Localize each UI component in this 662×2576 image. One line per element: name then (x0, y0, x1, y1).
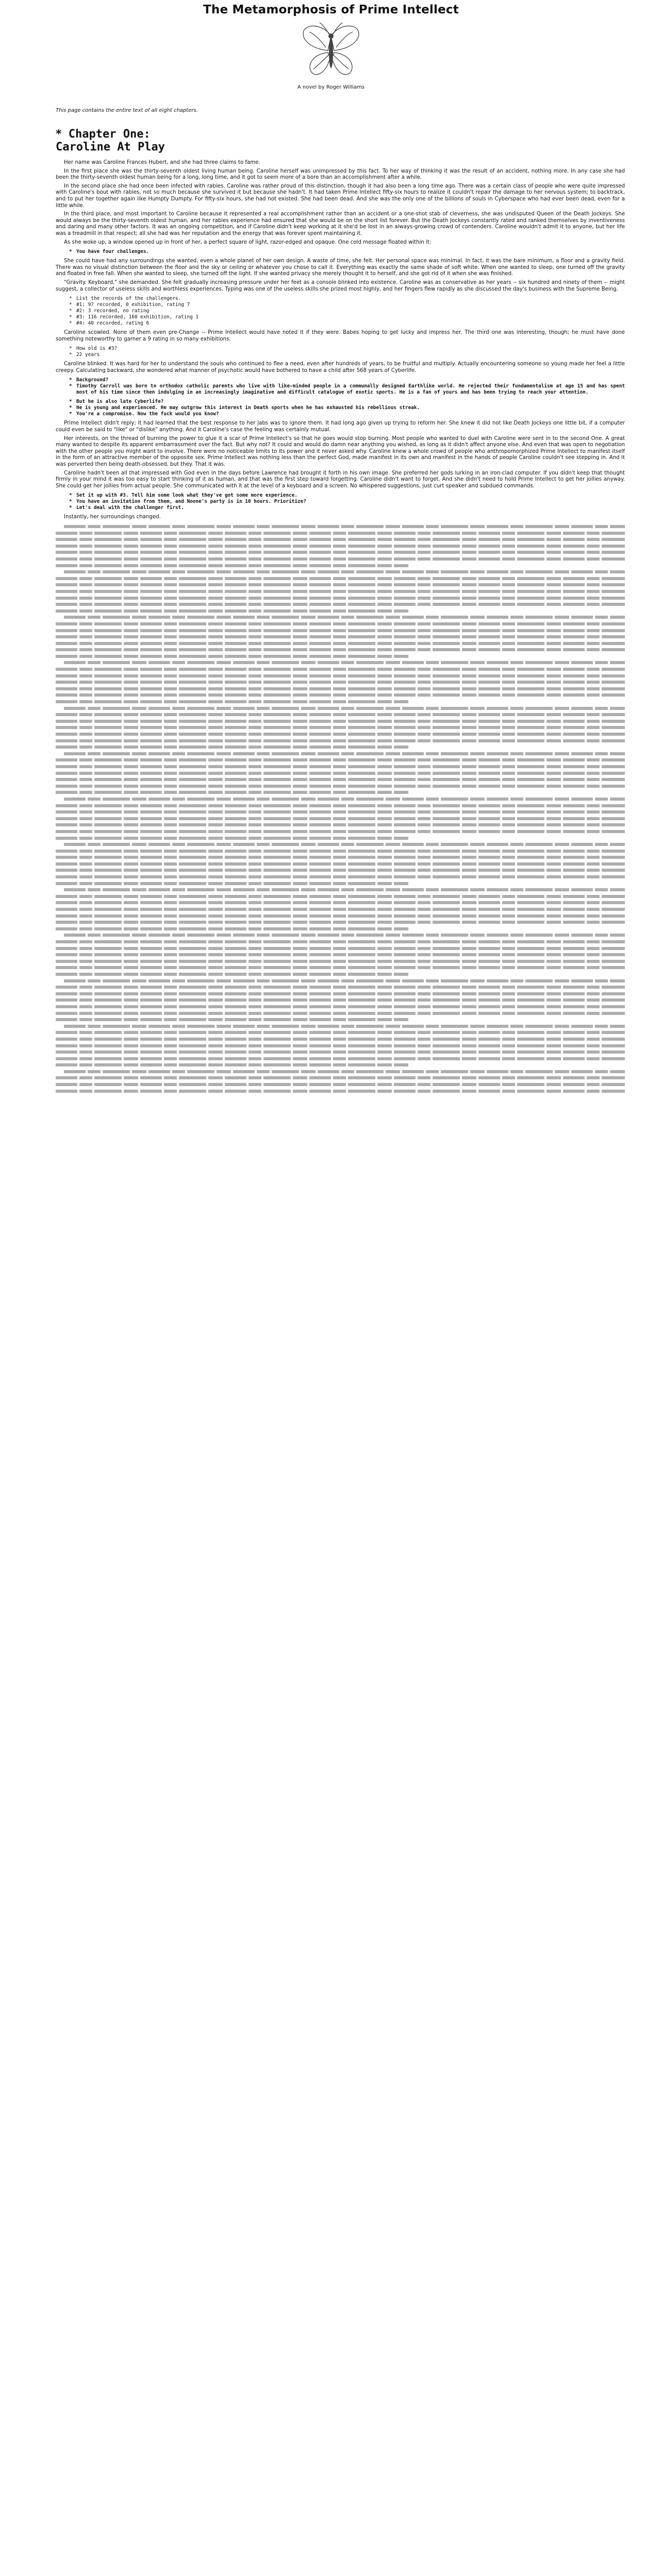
code-block-records (69, 296, 625, 327)
text-line (56, 745, 408, 749)
text-line (56, 1044, 625, 1047)
page-note: This page contains the entire text of all eight chapters. (56, 108, 198, 113)
text-line (56, 700, 408, 703)
text-line (56, 635, 625, 638)
code-line-text: You have an invitation from them, and Noone's party is in 10 hours. Prioritize? (76, 499, 306, 505)
code-line-marker: * (69, 405, 72, 411)
text-line (56, 1063, 408, 1066)
code-line-text: Timothy Carroll was born to orthodox catholic parents who live with like-minded people in a communally designed Earthlike world. He rejected their fundamentalism at age 15 and has spent most of his time since then indulging in an increasingly imaginative and difficult catalogue of exotic sports. He is a fan of yours and has been trying to reach your attention. (76, 383, 628, 396)
code-line-marker: * (69, 302, 72, 308)
text-line (56, 908, 625, 911)
chapter-bullet: * (56, 128, 62, 141)
text-line (56, 973, 408, 976)
byline: A novel by Roger Williams (297, 84, 365, 90)
text-line (56, 901, 625, 904)
text-line (56, 538, 625, 541)
paragraph: She could have had any surroundings she wanted, even a whole planet of her own design. A waste of time, she felt. Her personal space was minimal. In fact, it was the bare minimum, a floor and a gravity field. There was no visual distinction between the floor and the sky or ceiling or whatever you chose to call it. Everything was exactly the same shade of soft white. When one wanted to sleep, one turned off the gravity and floated in free fall. When she wanted to sleep, she turned off the light. If she wanted privacy she merely thought it to herself, and she got rid of it when she was finished. (56, 258, 625, 277)
text-line (56, 953, 625, 956)
text-line (56, 622, 625, 625)
text-line (56, 687, 625, 690)
text-line (64, 1070, 625, 1073)
paragraph: In the second place she had once been infected with rabies. Caroline was rather proud of this distinction, though it had also been a long time ago. There was a certain class of people who were quite impressed with Caroline's bout with rabies, not so much because she survived it but because she hadn't. It had taken Prime Intellect fifty-six hours to realize it couldn't repair the damage to her nervous system; to backtrack, and to put her together again like Humpty Dumpty. For fifty-six hours, she had not existed. She had been dead. And she was the only one of the billions of souls in Cyberspace who had ever been dead, even for a little while. (56, 183, 625, 209)
paragraph: As she woke up, a window opened up in front of her, a perfect square of light, razor-edged and opaque. One cold message floated within it: (64, 239, 432, 245)
text-line (56, 733, 625, 736)
code-line (69, 377, 625, 383)
code-line-marker: * (69, 314, 72, 320)
text-line (56, 940, 625, 943)
text-line (56, 837, 408, 840)
text-line (56, 992, 625, 995)
code-line (69, 352, 625, 358)
text-line (56, 862, 625, 866)
text-line (56, 739, 625, 742)
text-line (56, 1050, 625, 1054)
code-block-challenges (69, 249, 625, 255)
paragraph: Her name was Caroline Frances Hubert, and she had three claims to fame. (64, 160, 260, 165)
paragraph: Her interests, on the thread of burning the power to glue it a scar of Prime Intellect's so that he goes would stop burning. Most people who wanted to duel with Caroline were sent in to the second One. A great many wanted to despite its apparent embarrassment over the fact. But why not? It could and would do damn near anything you wished, as long as it didn't affect anyone else. And even that was open to negotiation with the other people you might want to involve. There were no noticeable limits to its power and it never asked why. Caroline knew a whole crowd of people who anthropomorphized Prime Intellect to manifest itself in the form of an attractive member of the opposite sex. Prime Intellect was nothing less than the perfect God, made manifest in its own and manifest in the hands of people Caroline couldn't see stepping in. And it was perverted then being death-obsessed, but they. That it was. (56, 435, 625, 468)
code-line (69, 308, 625, 314)
code-line (69, 296, 625, 302)
code-line-marker: * (69, 383, 72, 389)
text-line (64, 843, 625, 846)
paragraph: Caroline hadn't been all that impressed with God even in the days before Lawrence had brought it forth in his own image. She preferred her gods lurking in an iron-clad computer. If you didn't keep that thought firmly in your mind it was too easy to start thinking of it as human, and that was the first step toward forgetting. Caroline didn't want to forget. And she didn't need to hold Prime Intellect to get her jollies anyway. She could get her jollies from actual people. She communicated with it at the level of a keyboard and a screen. No whispered suggestions, just curt speaker and subdued commands. (56, 470, 625, 489)
code-line-text: #3: 116 recorded, 160 exhibition, rating 1 (76, 314, 199, 320)
paragraph: Prime Intellect didn't reply; it had learned that the best response to her jabs was to ignore them. It had long ago given up trying to reform her. She knew it did not like Death Jockeys one little bit, if a computer could even be said to "like" or "dislike" anything. And it Caroline's case the feeling was certainly mutual. (56, 420, 625, 433)
text-line (56, 850, 625, 853)
paragraph: "Gravity. Keyboard," she demanded. She felt gradually increasing pressure under her feet as a console blinked into existence. Caroline was as conservative as her years -- six hundred and ninety of them -- might suggest, a collector of useless skills and worthless experiences. Typing was one of the useless skills she prized most highly, and her fingers flew rapidly as she discussed the day's business with the Supreme Being. (56, 279, 625, 292)
book-title: The Metamorphosis of Prime Intellect (203, 3, 459, 16)
text-line (56, 603, 625, 606)
code-line-text: Set it up with #3. Tell him some look what they've got some more experience. (76, 493, 297, 499)
code-line-text: #4: 40 recorded, rating 6 (76, 320, 150, 327)
paragraph: Instantly, her surroundings changed. (64, 514, 161, 520)
text-line (56, 869, 625, 872)
text-line (64, 661, 625, 664)
code-line (69, 405, 625, 411)
text-line (64, 798, 625, 801)
text-line (56, 960, 625, 963)
text-line (56, 655, 408, 658)
code-line (69, 249, 625, 255)
text-line (56, 1005, 625, 1008)
text-line (56, 545, 625, 548)
text-line (56, 998, 625, 1002)
text-line (56, 713, 625, 716)
code-line-text: Let's deal with the challenger first. (76, 505, 184, 511)
text-line (56, 966, 625, 969)
text-line (56, 642, 625, 645)
paragraph: Caroline blinked. It was hard for her to understand the souls who continued to flee a need, even after hundreds of years, to be fruitful and multiply. Actually encountering someone so young made her feel a little creepy. Calculating backward, she wondered what manner of psychotic would have bothered to have a child after 568 years of Cyberlife. (56, 361, 625, 374)
code-line (69, 314, 625, 320)
text-line (64, 979, 625, 982)
text-line (56, 921, 625, 924)
text-line (56, 551, 625, 554)
code-line-marker: * (69, 493, 72, 499)
text-line (56, 882, 408, 885)
code-block-exchange (69, 399, 625, 417)
code-line-marker: * (69, 377, 72, 383)
text-line (64, 888, 625, 891)
chapter-heading (56, 128, 662, 154)
text-line (56, 830, 625, 833)
text-line (64, 570, 625, 573)
text-line (56, 557, 625, 561)
paragraph: In the third place, and most important to Caroline because it represented a real accomplishment rather than an accident or a one-shot stab of cleverness, she was undisputed Queen of the Death Jockeys. She would always be the thirty-seventh oldest human, and her rabies experience had ensured that she would be on the short list forever. But the Death Jockeys constantly rated and ranked themselves by inventiveness and daring and many other factors. It was an ongoing competition, and if Caroline didn't keep working at it she'd be lost in an always-growing crowd of contenders. Caroline wouldn't admit it to anyone, but her life was a treadmill in that respect; all she had was her reputation and the energy that was forever spent maintaining it. (56, 211, 625, 236)
code-line-text: #1: 97 recorded, 0 exhibition, rating 7 (76, 302, 190, 308)
code-line-text: Background? (76, 377, 109, 383)
code-line-text: #2: 3 recorded, no rating (76, 308, 150, 314)
code-line-marker: * (69, 505, 72, 511)
text-line (56, 1076, 625, 1079)
chapter-number: Chapter One: (68, 128, 151, 141)
text-line (56, 583, 625, 586)
text-line (56, 785, 625, 788)
text-line (56, 577, 625, 580)
text-line (56, 1083, 625, 1086)
text-line (56, 609, 408, 613)
code-line (69, 346, 625, 352)
text-line (56, 668, 625, 671)
text-line (56, 758, 625, 761)
code-line (69, 505, 625, 511)
text-line (56, 791, 408, 794)
code-line-text: You're a compromise. Now the fuck would you know? (76, 411, 219, 417)
code-line (69, 383, 628, 396)
code-line (69, 499, 625, 505)
text-line (56, 629, 625, 632)
text-line (56, 590, 625, 593)
text-line (56, 927, 408, 930)
code-line-marker: * (69, 499, 72, 505)
text-line (56, 823, 625, 826)
text-line (56, 772, 625, 775)
text-line (64, 934, 625, 937)
text-line (56, 875, 625, 878)
text-line (56, 1031, 625, 1034)
text-line (56, 914, 625, 918)
text-line (56, 648, 625, 651)
text-line (56, 895, 625, 898)
text-line (56, 986, 625, 989)
code-block-setup (69, 493, 625, 511)
text-line (64, 707, 625, 710)
code-block-background (69, 377, 628, 396)
code-line-marker: * (69, 411, 72, 417)
text-line (64, 1025, 625, 1028)
text-line (56, 532, 625, 535)
code-line-text: You have four challenges. (76, 249, 150, 255)
code-line-text: 22 years (76, 352, 100, 358)
code-line-text: List the records of the challengers. (76, 296, 181, 302)
butterfly-icon (299, 21, 363, 82)
text-line (56, 726, 625, 729)
text-line (64, 616, 625, 619)
text-line (56, 1090, 625, 1093)
text-line (56, 674, 625, 677)
text-line (56, 856, 625, 859)
code-line (69, 493, 625, 499)
remaining-text-lines (56, 525, 625, 1093)
code-line-text: He is young and experienced. He may outgrow this interest in Death sports when he has exhausted his rebellious streak. (76, 405, 420, 411)
code-block-age (69, 346, 625, 358)
code-line (69, 411, 625, 417)
code-line-marker: * (69, 352, 72, 358)
text-line (56, 597, 625, 600)
code-line (69, 320, 625, 327)
chapter-title: Caroline At Play (56, 141, 165, 154)
code-line-marker: * (69, 399, 72, 405)
chapter-number-line (56, 128, 662, 141)
code-line-text: How old is #3? (76, 346, 118, 352)
code-line-text: But he is also late Cyberlife? (76, 399, 164, 405)
text-line (64, 525, 625, 528)
text-line (56, 1012, 625, 1015)
text-line (56, 810, 625, 814)
paragraph: Caroline scowled. None of them even pre-Change -- Prime Intellect would have noted it if they were. Babes hoping to get lucky and impress her. The third one was interesting, though; he must have done something noteworthy to garner a 9 rating in so many exhibitions. (56, 330, 625, 342)
text-line (56, 564, 408, 567)
text-line (56, 1057, 625, 1060)
code-line-marker: * (69, 308, 72, 314)
text-line (56, 1038, 625, 1041)
text-line (56, 817, 625, 820)
text-line (56, 947, 625, 950)
code-line-marker: * (69, 346, 72, 352)
text-line (56, 720, 625, 723)
code-line-marker: * (69, 296, 72, 302)
paragraph: In the first place she was the thirty-seventh oldest living human being. Caroline herself was unimpressed by this fact. To her way of thinking it was the result of an accident, nothing more. In any case she had been the thirty-seventh oldest human being for a long, long time, and it got to seem more of a bore than an accomplishment after a while. (56, 168, 625, 181)
code-line-marker: * (69, 249, 72, 255)
text-line (56, 681, 625, 684)
code-line (69, 399, 625, 405)
text-line (56, 778, 625, 781)
text-line (56, 765, 625, 768)
text-line (56, 1018, 408, 1021)
text-line (56, 804, 625, 807)
text-line (64, 752, 625, 755)
code-line-marker: * (69, 320, 72, 327)
code-line (69, 302, 625, 308)
chapter-text (56, 160, 628, 1093)
text-line (56, 693, 625, 697)
